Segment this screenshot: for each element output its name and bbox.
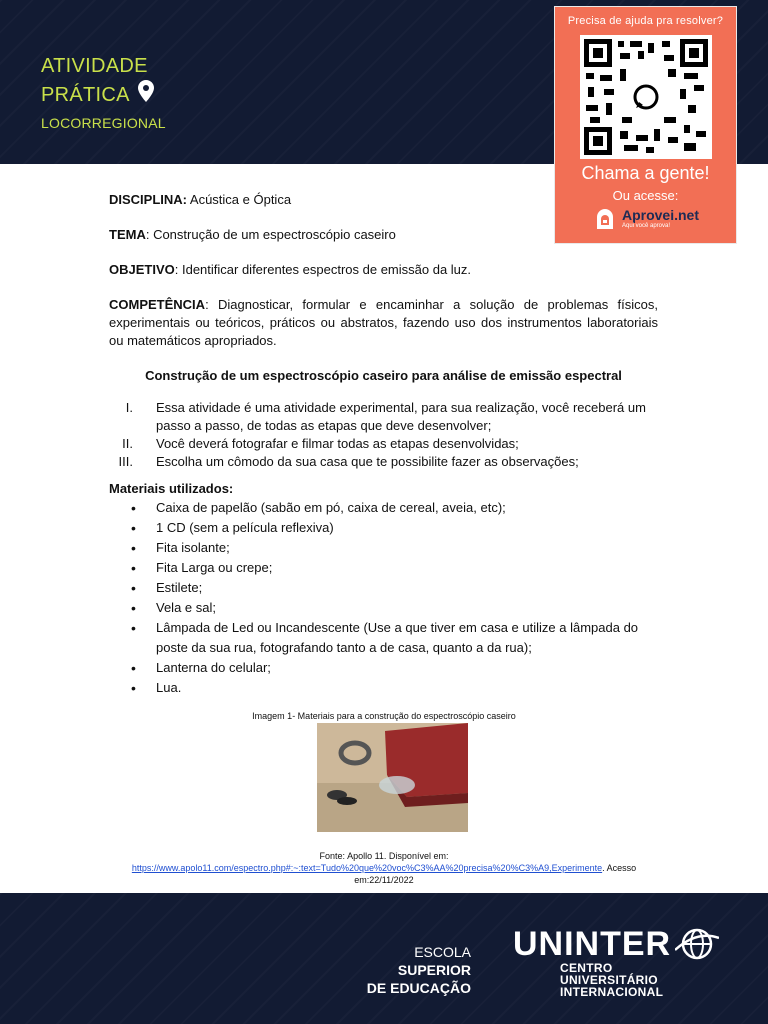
material-text: Caixa de papelão (sabão em pó, caixa de cereal, aveia, etc); — [156, 500, 506, 515]
materials-photo — [317, 723, 468, 832]
section-subtitle: Construção de um espectroscópio caseiro para análise de emissão espectral — [145, 368, 622, 383]
bullet-icon: • — [131, 520, 136, 536]
list-item — [109, 558, 658, 578]
uninter-logo — [513, 926, 719, 998]
activity-brand — [41, 52, 166, 134]
tema-label: TEMA — [109, 227, 146, 242]
list-item — [109, 498, 658, 518]
material-text: Estilete; — [156, 580, 203, 595]
materials-list — [109, 498, 658, 698]
competencia-value: : Diagnosticar, formular e encaminhar a solução de problemas físicos, experimentais ou teóricos, práticos ou abstratos, fazendo uso dos instrumentos laboratoriais ou matemáticos apropriados. — [109, 297, 658, 348]
material-text: Lâmpada de Led ou Incandescente (Use a que tiver em casa e utilize a lâmpada do poste da sua rua, fotografando tanto a de casa, quanto a da rua); — [156, 620, 639, 655]
step-text: Escolha um cômodo da sua casa que te possibilite fazer as observações; — [156, 454, 579, 469]
list-item — [109, 618, 658, 658]
step-text: Essa atividade é uma atividade experimental, para sua realização, você receberá um passo a passo, de todas as etapas que deve desenvolver; — [156, 400, 646, 433]
brand-line-2-wrap — [41, 80, 166, 110]
footer-banner — [0, 893, 768, 1024]
location-pin-icon — [138, 80, 154, 110]
list-item — [109, 598, 658, 618]
promo-cta-text: Chama a gente! — [581, 163, 710, 183]
image-caption: Imagem 1- Materiais para a construção do espectroscópio caseiro — [252, 711, 516, 721]
activity-content — [109, 191, 658, 698]
aprovei-tagline: Aqui você aprova! — [621, 223, 671, 229]
promo-or-text: Ou acesse: — [612, 188, 679, 203]
brand-line-3: LOCORREGIONAL — [41, 115, 166, 131]
bullet-icon: • — [131, 620, 136, 636]
qr-code-icon[interactable] — [580, 35, 712, 159]
uninter-sub-2: UNIVERSITÁRIO — [560, 973, 658, 987]
school-line-1 — [344, 943, 471, 979]
disciplina-label: DISCIPLINA: — [109, 192, 187, 207]
bullet-icon: • — [131, 600, 136, 616]
step-text: Você deverá fotografar e filmar todas as etapas desenvolvidas; — [156, 436, 519, 451]
bullet-icon: • — [131, 580, 136, 596]
list-item — [109, 538, 658, 558]
objetivo-line — [109, 261, 658, 279]
list-item — [109, 578, 658, 598]
bullet-icon: • — [131, 560, 136, 576]
material-text: 1 CD (sem a película reflexiva) — [156, 520, 334, 535]
material-text: Lanterna do celular; — [156, 660, 271, 675]
tema-line — [109, 226, 658, 244]
competencia-line — [109, 296, 658, 350]
uninter-wordmark: UNINTER — [513, 925, 672, 963]
disciplina-line — [109, 191, 658, 209]
material-text: Lua. — [156, 680, 182, 695]
bullet-icon: • — [131, 500, 136, 516]
objetivo-value: : Identificar diferentes espectros de emissão da luz. — [174, 262, 472, 277]
bullet-icon: • — [131, 660, 136, 676]
step-number: I. — [125, 400, 133, 415]
source-prefix: Fonte: Apollo 11. Disponível em: — [319, 851, 449, 861]
bullet-icon: • — [131, 680, 136, 696]
school-line-1b: SUPERIOR — [397, 962, 471, 978]
uninter-sub-1: CENTRO — [560, 961, 613, 975]
step-number: II. — [122, 436, 133, 451]
list-item — [109, 435, 658, 453]
promo-help-text: Precisa de ajuda pra resolver? — [567, 15, 724, 27]
source-link[interactable]: https://www.apolo11.com/espectro.php#:~:text=Tudo%20que%20voc%C3%AA%20precisa%20%C3%A9,Experimente — [131, 863, 603, 873]
objetivo-label: OBJETIVO — [109, 262, 175, 277]
material-text: Fita Larga ou crepe; — [156, 560, 273, 575]
list-item — [109, 678, 658, 698]
globe-icon — [675, 926, 719, 962]
brand-line-1: ATIVIDADE — [41, 55, 148, 77]
steps-list — [109, 399, 658, 471]
list-item — [109, 658, 658, 678]
source-line — [118, 862, 650, 886]
competencia-label: COMPETÊNCIA — [109, 297, 206, 312]
source-suffix: . Acesso em:22/11/2022 — [354, 863, 637, 885]
school-name — [344, 943, 471, 997]
school-line-1a: ESCOLA — [414, 944, 471, 960]
school-line-2: DE EDUCAÇÃO — [366, 980, 471, 996]
aprovei-name: Aprovei.net — [621, 207, 699, 223]
list-item — [109, 453, 658, 471]
bullet-icon: • — [131, 540, 136, 556]
materials-title: Materiais utilizados: — [109, 481, 234, 496]
step-number: III. — [118, 454, 133, 469]
material-text: Vela e sal; — [156, 600, 216, 615]
brand-line-2: PRÁTICA — [41, 84, 130, 106]
disciplina-value: Acústica e Óptica — [187, 192, 292, 207]
material-text: Fita isolante; — [156, 540, 230, 555]
uninter-sub-3: INTERNACIONAL — [560, 985, 664, 999]
list-item — [109, 518, 658, 538]
list-item — [109, 399, 658, 435]
image-source — [118, 850, 650, 886]
tema-value: : Construção de um espectroscópio caseiro — [145, 227, 396, 242]
